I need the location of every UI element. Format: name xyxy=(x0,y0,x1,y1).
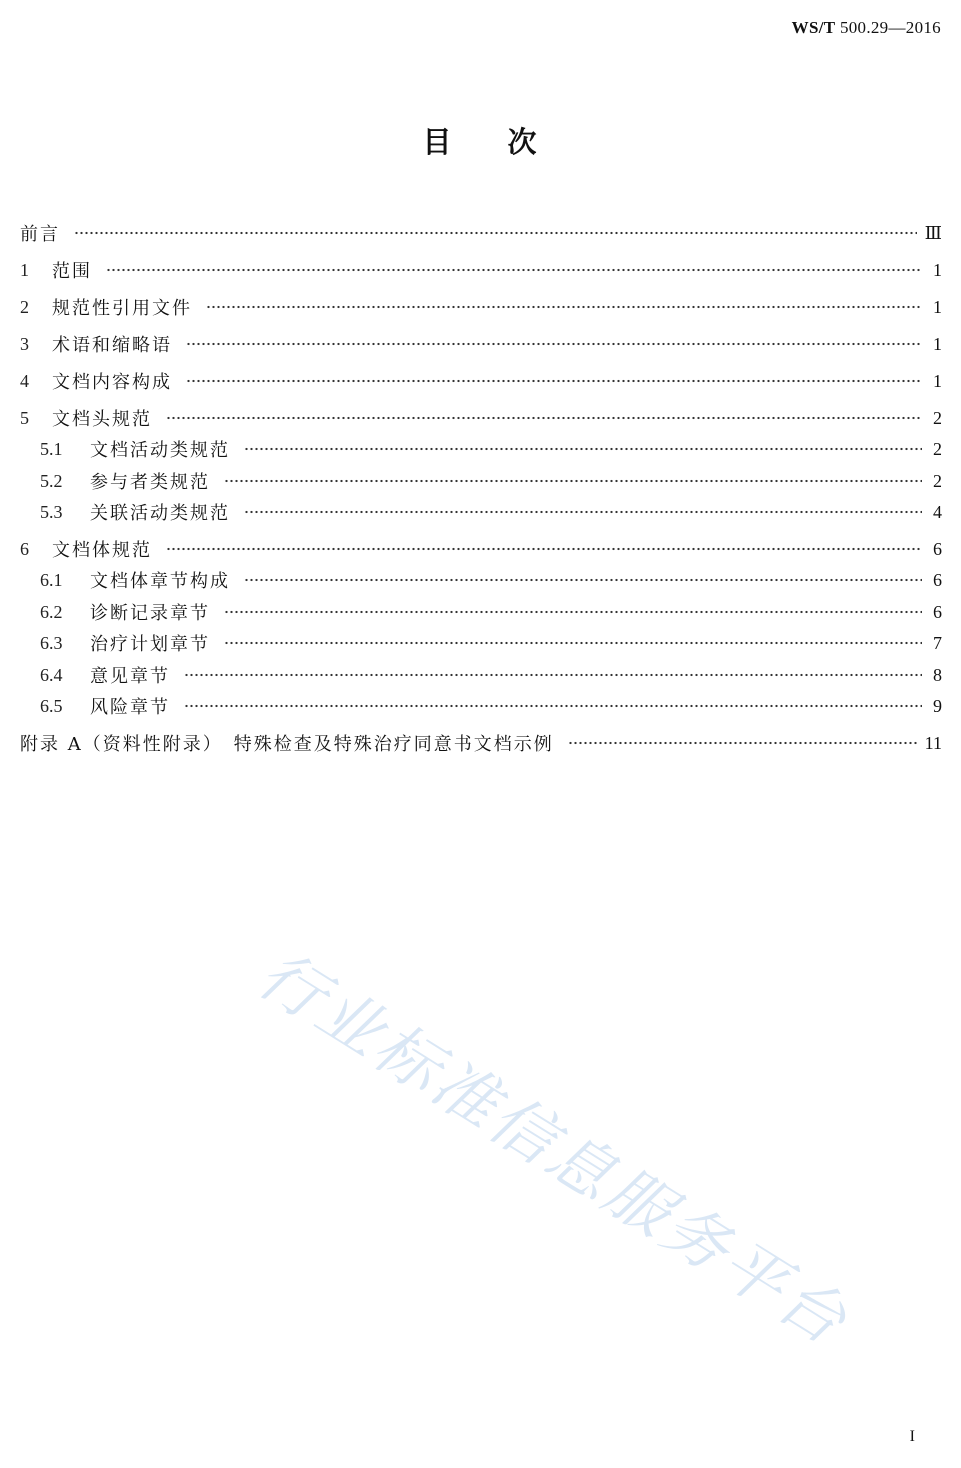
toc-entry-page: 6 xyxy=(933,569,942,590)
toc-entry[interactable] xyxy=(20,405,942,431)
toc-entry[interactable] xyxy=(20,499,942,525)
toc-entry-page: 11 xyxy=(924,732,942,753)
toc-entry[interactable] xyxy=(20,331,942,357)
toc-entry[interactable] xyxy=(20,257,942,283)
toc-entry-title: 术语和缩略语 xyxy=(52,335,172,356)
toc-entry-number: 5.2 xyxy=(40,470,63,491)
toc-entry-page: 1 xyxy=(933,259,942,280)
toc-entry-number: 6.1 xyxy=(40,569,63,590)
dot-leader xyxy=(224,479,922,483)
toc-entry[interactable] xyxy=(20,693,942,719)
toc-entry-page: 6 xyxy=(933,601,942,622)
toc-entry[interactable] xyxy=(20,630,942,656)
toc-entry-number: 6.2 xyxy=(40,601,63,622)
toc-entry[interactable] xyxy=(20,220,942,246)
toc-entry-title: 文档体章节构成 xyxy=(90,571,230,592)
toc-entry-title: 意见章节 xyxy=(90,666,170,687)
toc-entry-number: 6.3 xyxy=(40,632,63,653)
toc-entry-page: 1 xyxy=(933,296,942,317)
dot-leader xyxy=(186,342,922,346)
standard-number: 500.29—2016 xyxy=(839,18,941,37)
toc-entry-page: 6 xyxy=(933,538,942,559)
toc-entry[interactable] xyxy=(20,662,942,688)
toc-entry[interactable] xyxy=(20,730,942,756)
toc-entry-number: 6.5 xyxy=(40,695,63,716)
toc-entry[interactable] xyxy=(20,368,942,394)
toc-entry-title: 文档活动类规范 xyxy=(90,440,230,461)
toc-entry[interactable] xyxy=(20,567,942,593)
toc-entry-page: 2 xyxy=(933,470,942,491)
dot-leader xyxy=(206,305,922,309)
toc-entry-number: 4 xyxy=(20,370,29,391)
toc-entry-page: 1 xyxy=(933,370,942,391)
toc-entry-page: 1 xyxy=(933,333,942,354)
toc-entry-number: 5.1 xyxy=(40,438,63,459)
dot-leader xyxy=(244,447,922,451)
toc-entry-title: 文档体规范 xyxy=(52,540,152,561)
page-number: I xyxy=(909,1428,915,1445)
dot-leader xyxy=(166,547,922,551)
toc-entry-number: 3 xyxy=(20,333,29,354)
toc-entry-title: 规范性引用文件 xyxy=(52,298,192,319)
toc-entry-page: 9 xyxy=(933,695,942,716)
toc-entry[interactable] xyxy=(20,468,942,494)
toc-entry-title: 治疗计划章节 xyxy=(90,634,210,655)
toc-entry[interactable] xyxy=(20,436,942,462)
toc-entry[interactable] xyxy=(20,536,942,562)
toc-entry-title: 文档内容构成 xyxy=(52,372,172,393)
toc-entry[interactable] xyxy=(20,294,942,320)
page-title: 目 次 xyxy=(422,125,539,159)
dot-leader xyxy=(244,578,922,582)
toc-entry[interactable] xyxy=(20,599,942,625)
watermark: 行业标准信息服务平台 xyxy=(245,937,862,1361)
toc-entry-title: 附录 A（资料性附录） 特殊检查及特殊治疗同意书文档示例 xyxy=(20,734,554,755)
dot-leader xyxy=(244,510,922,514)
toc-entry-page: Ⅲ xyxy=(924,222,942,243)
dot-leader xyxy=(166,416,922,420)
toc-entry-title: 范围 xyxy=(52,261,92,282)
dot-leader xyxy=(184,673,922,677)
standard-prefix: WS/T xyxy=(791,18,836,37)
dot-leader xyxy=(184,704,922,708)
toc-entry-title: 关联活动类规范 xyxy=(90,503,230,524)
dot-leader xyxy=(106,268,922,272)
dot-leader xyxy=(186,379,922,383)
dot-leader xyxy=(568,741,917,745)
dot-leader xyxy=(74,231,917,235)
toc-entry-number: 2 xyxy=(20,296,29,317)
dot-leader xyxy=(224,610,922,614)
toc-entry-number: 6 xyxy=(20,538,29,559)
toc-entry-title: 诊断记录章节 xyxy=(90,603,210,624)
toc-entry-number: 1 xyxy=(20,259,29,280)
toc-entry-number: 5.3 xyxy=(40,501,63,522)
toc-entry-page: 2 xyxy=(933,407,942,428)
standard-code xyxy=(792,18,941,38)
toc-entry-page: 2 xyxy=(933,438,942,459)
toc-entry-number: 5 xyxy=(20,407,29,428)
toc-entry-title: 前言 xyxy=(20,224,60,245)
toc-entry-number: 6.4 xyxy=(40,664,63,685)
toc-entry-page: 4 xyxy=(933,501,942,522)
toc-entry-page: 8 xyxy=(933,664,942,685)
toc-entry-title: 风险章节 xyxy=(90,697,170,718)
dot-leader xyxy=(224,641,922,645)
toc-entry-title: 参与者类规范 xyxy=(90,472,210,493)
toc-entry-title: 文档头规范 xyxy=(52,409,152,430)
toc-entry-page: 7 xyxy=(933,632,942,653)
